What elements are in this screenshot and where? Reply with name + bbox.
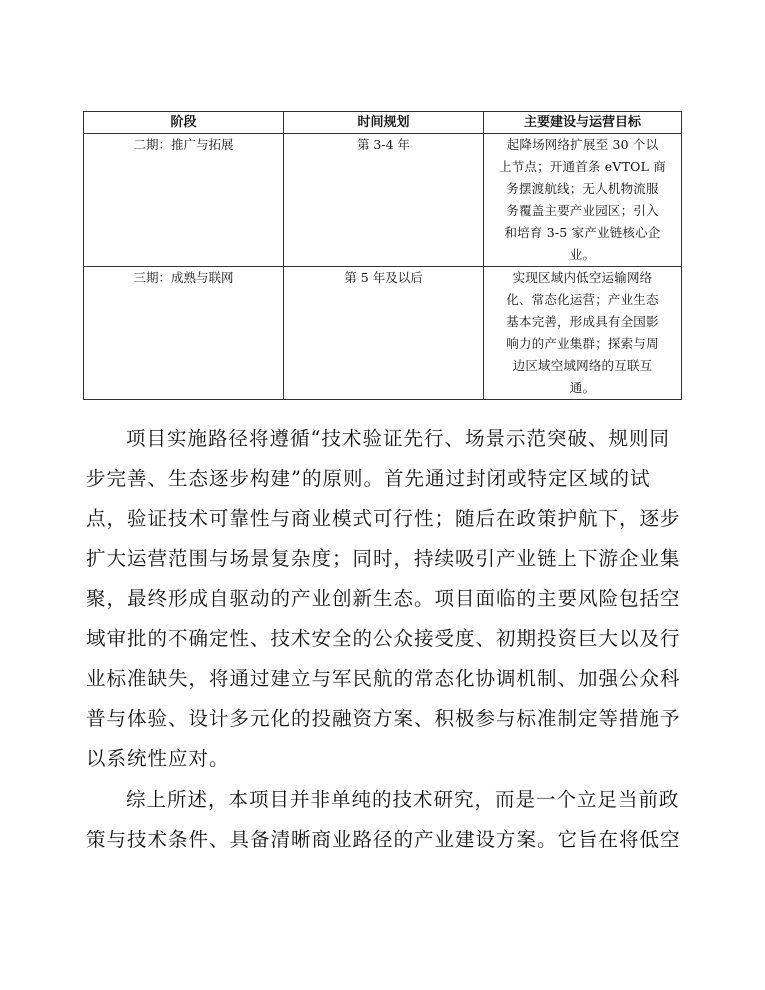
paragraph-line: 策与技术条件、具备清晰商业路径的产业建设方案。它旨在将低空	[86, 828, 681, 851]
goal-cell	[484, 267, 682, 400]
paragraph-line: 点，验证技术可靠性与商业模式可行性；随后在政策护航下，逐步	[86, 507, 681, 530]
stage-cell: 二期：推广与拓展	[84, 134, 284, 267]
goal-line: 化、常态化运营；产业生态	[506, 292, 659, 307]
goal-line: 上节点；开通首条 eVTOL 商	[499, 159, 666, 174]
goal-line: 基本完善，形成具有全国影	[506, 314, 659, 329]
goal-line: 边区域空域网络的互联互	[512, 358, 653, 373]
goal-line: 业。	[569, 247, 596, 262]
header-time: 时间规划	[284, 112, 484, 134]
phase-plan-table	[83, 111, 682, 400]
paragraph-line: 综上所述，本项目并非单纯的技术研究，而是一个立足当前政	[126, 788, 680, 811]
stage-cell: 三期：成熟与联网	[84, 267, 284, 400]
goal-line: 务覆盖主要产业园区；引入	[506, 203, 659, 218]
goal-line: 务摆渡航线；无人机物流服	[506, 181, 659, 196]
paragraph-line: 聚，最终形成自驱动的产业创新生态。项目面临的主要风险包括空	[86, 587, 681, 610]
goal-line: 起降场网络扩展至 30 个以	[506, 137, 659, 152]
paragraph-line: 域审批的不确定性、技术安全的公众接受度、初期投资巨大以及行	[86, 627, 681, 650]
goal-line: 响力的产业集群；探索与周	[506, 336, 659, 351]
implementation-paragraph	[86, 419, 682, 779]
header-goal: 主要建设与运营目标	[484, 112, 682, 134]
goal-line: 实现区域内低空运输网络	[512, 270, 653, 285]
goal-cell	[484, 134, 682, 267]
paragraph-line: 步完善、生态逐步构建”的原则。首先通过封闭或特定区域的试	[86, 467, 651, 490]
paragraph-line: 扩大运营范围与场景复杂度；同时，持续吸引产业链上下游企业集	[86, 547, 681, 570]
paragraph-line: 项目实施路径将遵循“技术验证先行、场景示范突破、规则同	[126, 427, 670, 450]
time-cell: 第 5 年及以后	[284, 267, 484, 400]
table-row	[84, 267, 682, 400]
table-row	[84, 134, 682, 267]
time-cell: 第 3-4 年	[284, 134, 484, 267]
goal-line: 通。	[569, 380, 596, 395]
summary-paragraph	[86, 780, 682, 860]
header-stage: 阶段	[84, 112, 284, 134]
paragraph-line: 业标准缺失，将通过建立与军民航的常态化协调机制、加强公众科	[86, 667, 681, 690]
table-header-row	[84, 112, 682, 134]
paragraph-line: 普与体验、设计多元化的投融资方案、积极参与标准制定等措施予	[86, 707, 681, 730]
goal-line: 和培育 3-5 家产业链核心企	[504, 225, 661, 240]
paragraph-line: 以系统性应对。	[86, 747, 230, 770]
